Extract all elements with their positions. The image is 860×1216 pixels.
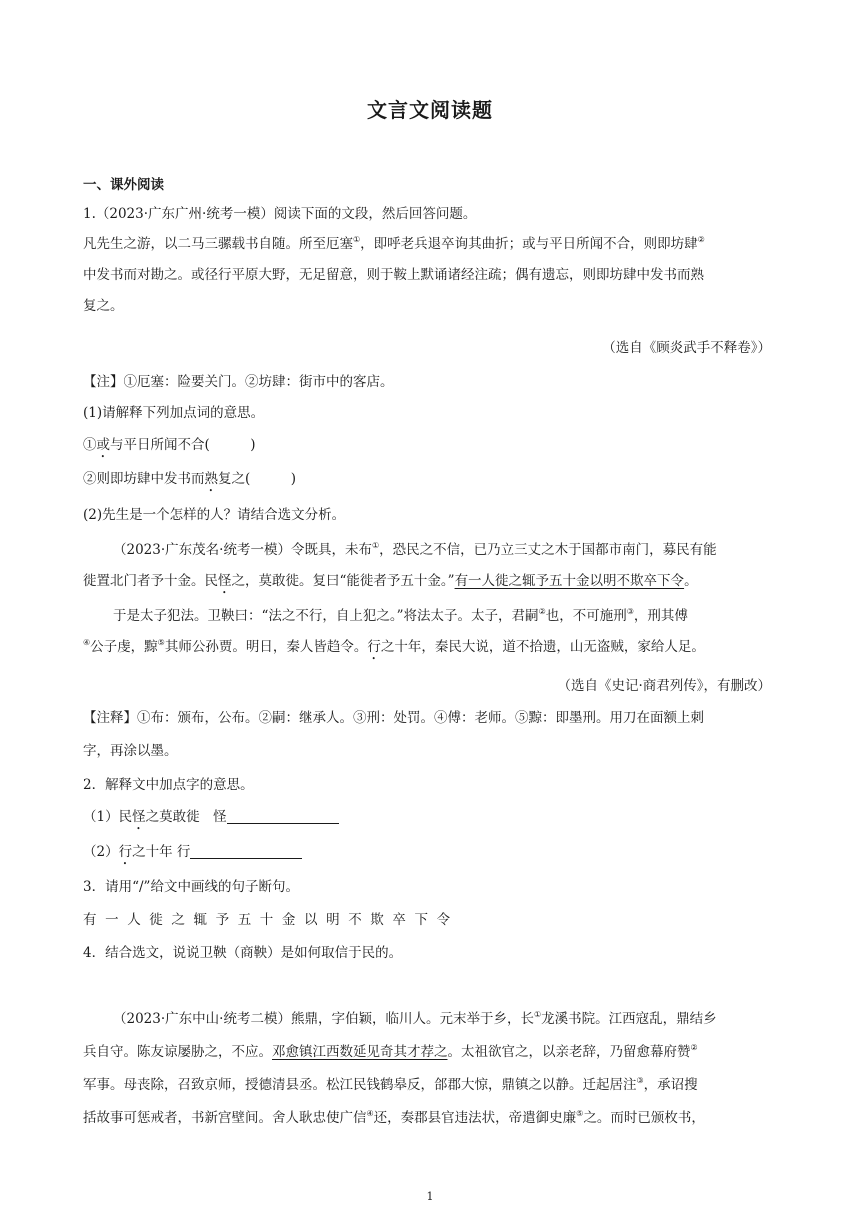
question-2-2: （2）行之十年 行 (83, 843, 783, 868)
underlined-sentence: 有一人徙之辄予五十金以明不欺卒下令 (454, 573, 685, 589)
answer-blank[interactable] (190, 844, 302, 859)
passage-2-note: 字，再涂以墨。 (83, 743, 178, 759)
passage-3-line: 兵自守。陈友谅屡胁之，不应。邓愈镇江西数延见奇其才荐之。太祖欲官之，以亲老辞，乃留愈幕府赞② (83, 1043, 698, 1060)
passage-2-source: （选自《史记·商君列传》，有删改） (557, 678, 771, 694)
passage-2-line: （2023·广东茂名·统考一模）令既具，未布①，恐民之不信，已乃立三丈之木于国都市南门，募民有能 (113, 541, 717, 558)
question-2-1: （1）民怪之莫敢徙 怪 (83, 808, 783, 833)
underlined-sentence: 邓愈镇江西数延见奇其才荐之 (272, 1044, 448, 1060)
page-title: 文言文阅读题 (367, 98, 493, 122)
passage-3-line: 括故事可惩戒者，书新宫壁间。舍人耿忠使广信④还，奏郡县官违法状，帝遣御史廉⑤之。而时已颁枚书， (83, 1109, 705, 1126)
passage-1-source: （选自《顾炎武手不释卷》） (602, 340, 771, 356)
passage-1-line: 中发书而对勘之。或径行平原大野，无足留意，则于鞍上默诵诸经注疏；偶有遗忘，则即坊肆中发书而熟 (83, 267, 704, 283)
question-3-sentence: 有一人徙之辄予五十金以明不欺卒下令 (83, 912, 459, 928)
question-4: 4．结合选文，说说卫鞅（商鞅）是如何取信于民的。 (83, 945, 403, 961)
passage-2-line: ④公子虔，黥⑤其师公孙贾。明日，秦人皆趋令。行之十年，秦民大说，道不拾遗，山无盗贼，家给人足。 (83, 638, 705, 655)
question-1-1-b: ②则即坊肆中发书而熟复之( ) (83, 471, 297, 487)
passage-1-note: 【注】①厄塞：险要关门。②坊肆：街市中的客店。 (83, 374, 394, 390)
question-1-1: (1)请解释下列加点词的意思。 (83, 405, 265, 421)
page-number: 1 (426, 1190, 434, 1203)
answer-blank[interactable] (227, 809, 339, 824)
passage-1-line: 复之。 (83, 298, 124, 314)
question-2: 2．解释文中加点字的意思。 (83, 777, 254, 793)
question-1-1-a: ①或与平日所闻不合( ) (83, 437, 256, 453)
passage-3-line: 军事。母丧除，召致京师，授德清县丞。松江民钱鹤皋反，郃郡大惊，鼎镇之以静。迁起居注③，承诏搜 (83, 1076, 698, 1093)
passage-2-line: 徙置北门者予十金。民怪之，莫敢徙。复曰“能徙者予五十金。”有一人徙之辄予五十金以明不欺卒下令。 (83, 573, 698, 589)
question-3: 3．请用“/”给文中画线的句子断句。 (83, 879, 299, 895)
section-heading: 一、课外阅读 (83, 177, 164, 193)
passage-2-note: 【注释】①布：颁布，公布。②嗣：继承人。③刑：处罚。④傅：老师。⑤黥：即墨刑。用刀在面额上刺 (83, 710, 704, 726)
question-1-intro: 1.（2023·广东广州·统考一模）阅读下面的文段，然后回答问题。 (83, 206, 477, 222)
passage-2-line: 于是太子犯法。卫鞅曰：“法之不行，自上犯之。”将法太子。太子，君嗣②也，不可施刑③，刑其傅 (113, 607, 688, 624)
passage-1-line: 凡先生之游，以二马三骡载书自随。所至厄塞①，即呼老兵退卒询其曲折；或与平日所闻不合，则即坊肆② (83, 235, 705, 252)
passage-3-line: （2023·广东中山·统考二模）熊鼎，字伯颖，临川人。元末举于乡，长①龙溪书院。江西寇乱，鼎结乡 (113, 1010, 717, 1027)
question-1-2: (2)先生是一个怎样的人？请结合选文分析。 (83, 507, 346, 523)
